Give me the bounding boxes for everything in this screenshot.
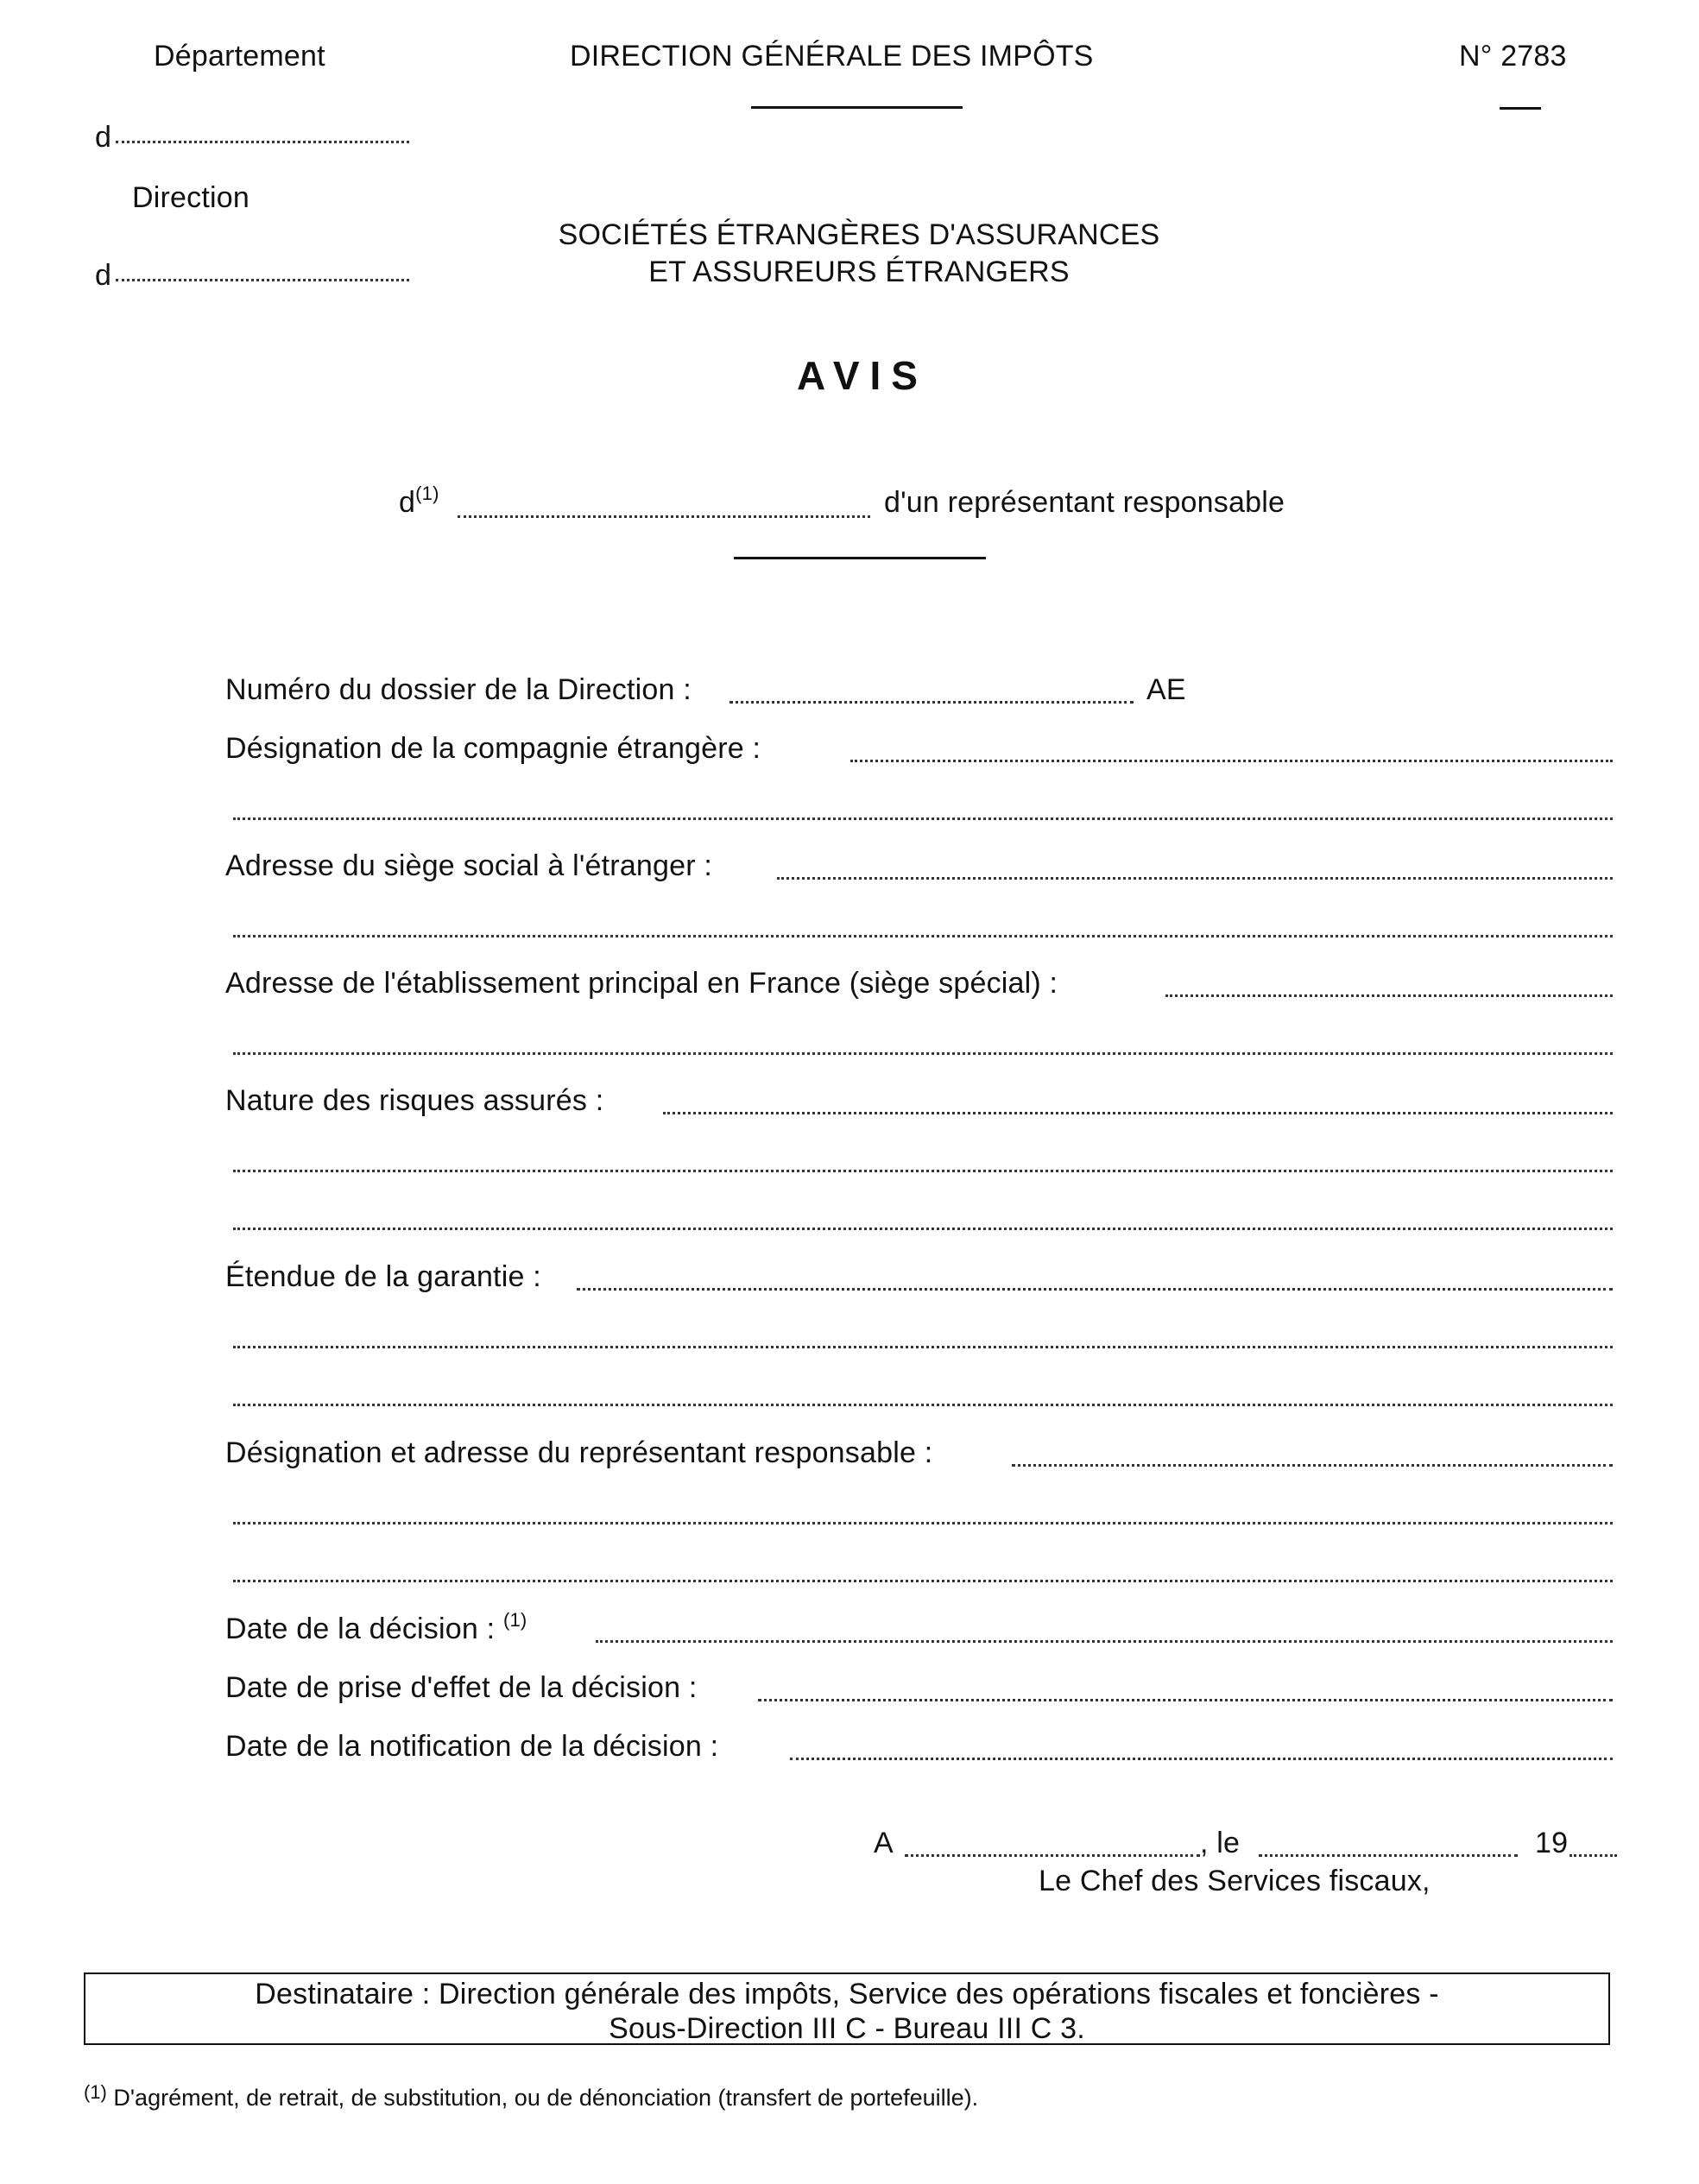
departement-field[interactable] [116,141,409,143]
designation-field-1[interactable] [850,760,1613,762]
nature-label: Nature des risques assurés : [225,1084,604,1117]
dossier-suffix: AE [1146,673,1186,706]
avis-footnote-ref: (1) [415,483,439,504]
destinataire-line2: Sous-Direction III C - Bureau III C 3. [609,2012,1085,2045]
lieu-label: A [874,1827,894,1859]
avis-type-field[interactable] [458,515,870,518]
etendue-field-2[interactable] [233,1346,1613,1348]
dossier-label: Numéro du dossier de la Direction : [225,673,692,706]
avis-line [399,483,439,520]
dossier-field[interactable] [729,701,1134,704]
footnote [84,2081,979,2111]
dgi-title: DIRECTION GÉNÉRALE DES IMPÔTS [570,40,1094,73]
date-decision-field[interactable] [596,1640,1613,1643]
avis-title: AVIS [797,353,928,398]
designation-field-2[interactable] [233,817,1613,820]
date-effet-label: Date de prise d'effet de la décision : [225,1671,698,1704]
avis-underline [734,557,986,559]
date-decision-label: Date de la décision : [225,1613,496,1645]
chef-services-fiscaux: Le Chef des Services fiscaux, [1039,1865,1431,1897]
form-number: N° 2783 [1459,40,1567,73]
year-field[interactable] [1570,1854,1617,1857]
etendue-field-3[interactable] [233,1404,1613,1406]
dgi-underline [751,106,963,109]
avis-suffix: d'un représentant responsable [884,486,1285,519]
adresse-france-label: Adresse de l'établissement principal en France (siège spécial) : [225,967,1058,1000]
lieu-field[interactable] [905,1854,1200,1857]
date-notification-field[interactable] [790,1758,1613,1760]
adresse-siege-field-2[interactable] [233,935,1613,937]
year-prefix: 19 [1535,1827,1569,1859]
footnote-ref: (1) [84,2081,107,2103]
subtitle-line1: SOCIÉTÉS ÉTRANGÈRES D'ASSURANCES [558,218,1160,251]
etendue-field-1[interactable] [577,1288,1613,1291]
etendue-label: Étendue de la garantie : [225,1260,541,1293]
date-decision-label-wrap [225,1609,527,1646]
direction-label: Direction [132,181,249,214]
date-field[interactable] [1259,1854,1518,1857]
designation-label: Désignation de la compagnie étrangère : [225,732,761,765]
departement-label: Département [154,40,325,73]
direction-prefix: d [95,259,112,292]
departement-prefix: d [95,121,112,154]
representant-label: Désignation et adresse du représentant responsable : [225,1436,933,1469]
nature-field-1[interactable] [663,1112,1613,1114]
form-number-underline [1500,107,1541,110]
nature-field-2[interactable] [233,1170,1613,1172]
representant-field-3[interactable] [233,1580,1613,1582]
footnote-text: D'agrément, de retrait, de substitution, ou de dénonciation (transfert de portefeuille). [113,2085,979,2111]
destinataire-line1: Destinataire : Direction générale des impôts, Service des opérations fiscales et foncières - [255,1978,1439,2010]
nature-field-3[interactable] [233,1228,1613,1230]
date-decision-footnote-ref: (1) [502,1609,527,1631]
subtitle-line2: ET ASSUREURS ÉTRANGERS [648,256,1070,288]
date-le-label: , le [1200,1827,1241,1859]
representant-field-1[interactable] [1012,1464,1613,1467]
adresse-france-field-2[interactable] [233,1052,1613,1055]
date-notification-label: Date de la notification de la décision : [225,1730,719,1763]
date-effet-field[interactable] [758,1699,1613,1701]
representant-field-2[interactable] [233,1522,1613,1524]
adresse-siege-field-1[interactable] [777,877,1613,880]
adresse-france-field-1[interactable] [1165,994,1613,997]
avis-prefix: d [399,486,416,519]
adresse-siege-label: Adresse du siège social à l'étranger : [225,849,713,882]
